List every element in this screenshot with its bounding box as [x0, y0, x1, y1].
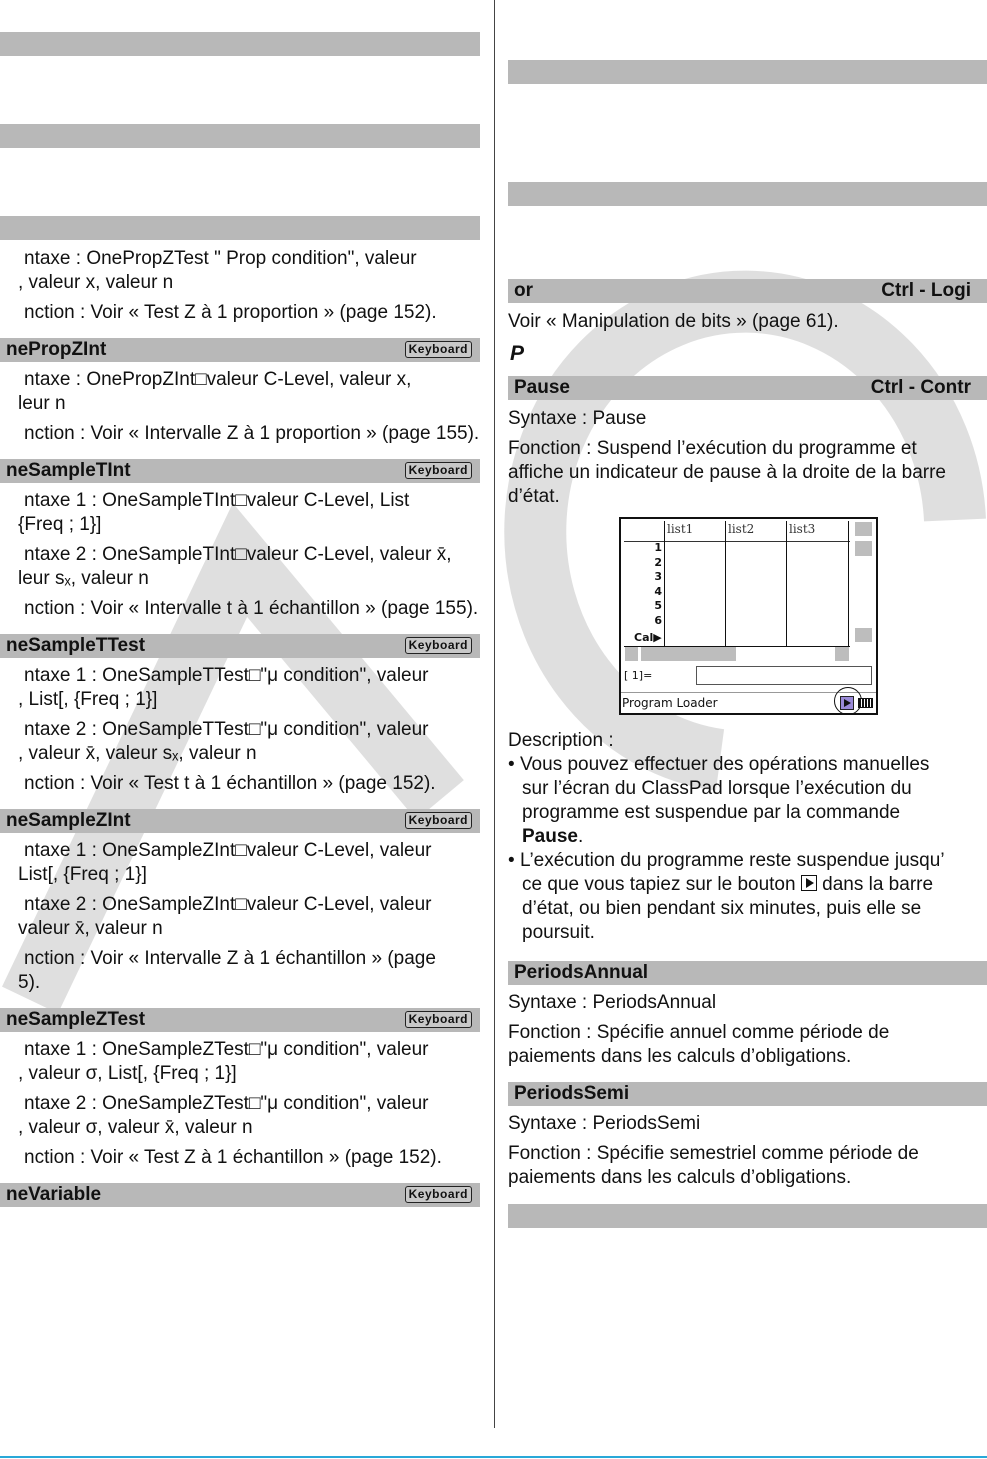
entry-header-periodssemi	[508, 1082, 987, 1106]
entry-paragraph	[0, 839, 480, 887]
entry-header-or	[508, 279, 987, 303]
line: Vous pouvez effectuer des opérations manuelles	[519, 754, 930, 775]
column-header: list2	[728, 522, 755, 536]
keyboard-badge: Keyboard	[405, 637, 472, 654]
line: valeur x̄, valeur n	[18, 918, 163, 939]
entry-paragraph	[0, 1038, 480, 1086]
bullet-item	[508, 849, 987, 945]
syntax-text: Syntaxe : Pause	[508, 408, 647, 429]
line: ntaxe 1 : OneSampleTInt□valeur C-Level, List	[24, 490, 410, 511]
entry-title: PeriodsSemi	[514, 1083, 630, 1104]
stat-list-grid	[624, 521, 850, 647]
status-text: Program Loader	[622, 696, 718, 710]
entry-paragraph	[0, 718, 480, 766]
entry-title: neSampleTTest	[6, 635, 146, 656]
line: , valeur σ, List[, {Freq ; 1}]	[18, 1063, 237, 1084]
command-name: Pause	[522, 826, 578, 847]
line: ntaxe 2 : OneSampleZInt□valeur C-Level, valeur	[24, 894, 432, 915]
line: List[, {Freq ; 1}]	[18, 864, 147, 885]
line: ntaxe 1 : OneSampleTTest□"μ condition", valeur	[24, 665, 429, 686]
keyboard-badge: Keyboard	[405, 812, 472, 829]
line: nction : Voir « Test t à 1 échantillon » (page 152).	[24, 773, 436, 794]
line: , valeur σ, valeur x̄, valeur n	[18, 1117, 253, 1138]
entry-title: nePropZInt	[6, 339, 107, 360]
menu-path: Ctrl - Logi	[881, 280, 971, 301]
line: dans la barre	[822, 874, 934, 895]
entry-title: neSampleZTest	[6, 1009, 146, 1030]
entry-title: PeriodsAnnual	[514, 962, 649, 983]
line: , valeur x̄, valeur sₓ, valeur n	[18, 743, 257, 764]
section-letter: P	[510, 342, 525, 365]
function-text: nction : Voir « Test Z à 1 proportion » (page 152).	[24, 302, 437, 323]
entry-paragraph	[0, 597, 480, 621]
function-text	[508, 1021, 987, 1069]
cell-entry-input[interactable]	[696, 666, 872, 685]
line: L’exécution du programme reste suspendue jusqu’	[519, 850, 945, 871]
scroll-up-button[interactable]	[855, 522, 872, 536]
section-bar	[508, 1204, 987, 1228]
entry-title: or	[514, 280, 533, 301]
entry-paragraph	[0, 368, 480, 416]
grid-line	[786, 521, 787, 646]
syntax-text: Syntaxe : PeriodsSemi	[508, 1113, 701, 1134]
line: poursuit.	[522, 922, 595, 943]
entry-header	[0, 1183, 480, 1207]
horizontal-scroll-thumb[interactable]	[641, 647, 736, 661]
entry-title: neVariable	[6, 1184, 102, 1205]
battery-icon	[858, 698, 873, 708]
bullet-item	[508, 753, 987, 849]
footer-rule	[0, 1456, 987, 1458]
section-bar	[0, 32, 480, 56]
line: nction : Voir « Intervalle t à 1 échantillon » (page 155).	[24, 598, 479, 619]
line: paiements dans les calculs d’obligations.	[508, 1167, 852, 1188]
entry-paragraph	[0, 489, 480, 537]
line: ntaxe : OnePropZTest " Prop condition", valeur	[24, 248, 417, 269]
keyboard-badge: Keyboard	[405, 462, 472, 479]
line: nction : Voir « Intervalle Z à 1 proportion » (page 155).	[24, 423, 480, 444]
column-divider	[494, 0, 495, 1428]
left-column	[0, 0, 480, 1207]
row-number: 2	[654, 555, 662, 569]
menu-path: Ctrl - Contr	[870, 377, 971, 398]
cell-entry-label: [ 1]=	[624, 669, 653, 682]
line: ntaxe 2 : OneSampleTInt□valeur C-Level, valeur x̄,	[24, 544, 452, 565]
line: Fonction : Spécifie semestriel comme période de	[508, 1143, 919, 1164]
section-bar	[0, 216, 480, 240]
cal-label: Cal▶	[634, 631, 662, 644]
line: programme est suspendue par la commande	[522, 802, 901, 823]
entry-header-pause	[508, 376, 987, 400]
status-bar	[621, 692, 876, 713]
line: ntaxe 1 : OneSampleZTest□"μ condition", valeur	[24, 1039, 429, 1060]
line: leur sₓ, valeur n	[18, 568, 149, 589]
play-button-icon	[801, 875, 817, 891]
vertical-scroll-thumb[interactable]	[855, 541, 872, 556]
grid-line	[725, 521, 726, 646]
classpad-screenshot	[619, 517, 878, 715]
scroll-right-button[interactable]	[835, 647, 849, 661]
row-number: 4	[654, 584, 662, 598]
line: Fonction : Suspend l’exécution du programme et	[508, 438, 917, 459]
entry-paragraph	[0, 664, 480, 712]
entry-header	[0, 634, 480, 658]
keyboard-badge: Keyboard	[405, 341, 472, 358]
row-numbers	[644, 541, 662, 628]
line: , valeur x, valeur n	[18, 272, 174, 293]
line: sur l’écran du ClassPad lorsque l’exécution du	[522, 778, 912, 799]
line: ntaxe 2 : OneSampleZTest□"μ condition", valeur	[24, 1093, 429, 1114]
keyboard-badge: Keyboard	[405, 1186, 472, 1203]
line: paiements dans les calculs d’obligations.	[508, 1046, 852, 1067]
scroll-left-button[interactable]	[625, 647, 638, 661]
description-label: Description :	[508, 730, 614, 751]
line: leur n	[18, 393, 66, 414]
entry-paragraph	[0, 422, 480, 446]
line: d’état.	[508, 486, 560, 507]
line: d’état, ou bien pendant six minutes, puis elle se	[522, 898, 922, 919]
entry-title: Pause	[514, 377, 570, 398]
or-text: Voir « Manipulation de bits » (page 61).	[508, 311, 839, 332]
right-column	[508, 0, 987, 1228]
syntax-text: Syntaxe : PeriodsAnnual	[508, 992, 717, 1013]
entry-paragraph	[0, 1092, 480, 1140]
line: Fonction : Spécifie annuel comme période de	[508, 1022, 890, 1043]
function-text	[508, 437, 987, 509]
line: nction : Voir « Test Z à 1 échantillon » (page 152).	[24, 1147, 442, 1168]
entry-paragraph	[0, 543, 480, 591]
column-header: list1	[667, 522, 694, 536]
section-bar	[508, 182, 987, 206]
keyboard-badge: Keyboard	[405, 1011, 472, 1028]
section-bar	[0, 124, 480, 148]
entry-title: neSampleTInt	[6, 460, 131, 481]
entry-header	[0, 809, 480, 833]
line: nction : Voir « Intervalle Z à 1 échantillon » (page	[24, 948, 436, 969]
line: 5).	[18, 972, 41, 993]
entry-paragraph	[0, 772, 480, 796]
line: {Freq ; 1}]	[18, 514, 102, 535]
entry-paragraph	[0, 893, 480, 941]
line: affiche un indicateur de pause à la droite de la barre	[508, 462, 947, 483]
line: .	[577, 826, 584, 847]
column-header: list3	[789, 522, 816, 536]
bullet: •	[508, 850, 515, 871]
function-text	[508, 1142, 987, 1190]
row-number: 5	[654, 599, 662, 612]
syntax-text	[0, 247, 480, 295]
line: ntaxe 1 : OneSampleZInt□valeur C-Level, valeur	[24, 840, 432, 861]
line: ntaxe 2 : OneSampleTTest□"μ condition", valeur	[24, 719, 429, 740]
entry-title: neSampleZInt	[6, 810, 131, 831]
row-number: 6	[654, 613, 662, 627]
entry-paragraph	[0, 947, 480, 995]
entry-header-periodsannual	[508, 961, 987, 985]
entry-paragraph	[0, 1146, 480, 1170]
line: ce que vous tapiez sur le bouton	[522, 874, 796, 895]
grid-line	[848, 521, 849, 646]
row-number: 3	[654, 570, 662, 583]
bullet: •	[508, 754, 515, 775]
entry-header	[0, 459, 480, 483]
line: ntaxe : OnePropZInt□valeur C-Level, valeur x,	[24, 369, 412, 390]
entry-header	[0, 1008, 480, 1032]
grid-line	[664, 521, 665, 646]
line: , List[, {Freq ; 1}]	[18, 689, 158, 710]
entry-header	[0, 338, 480, 362]
scroll-down-button[interactable]	[855, 628, 872, 642]
row-number: 1	[654, 541, 662, 554]
section-bar	[508, 60, 987, 84]
